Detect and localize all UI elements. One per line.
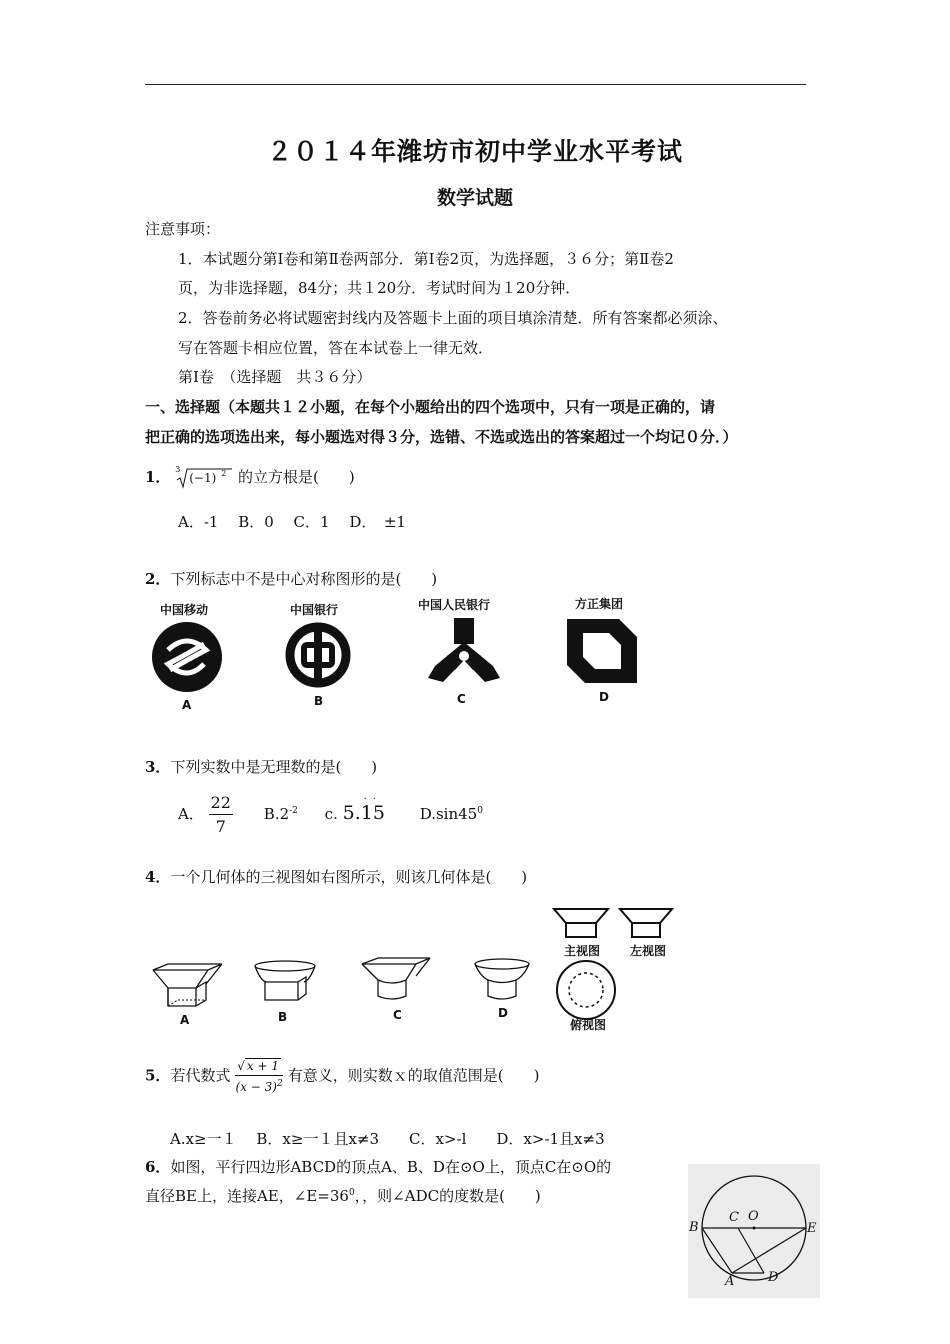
q6-degree-exp: 0 — [348, 1188, 355, 1198]
peoples-bank-logo-icon — [425, 616, 503, 688]
q1-text: 的立方根是( ) — [238, 468, 355, 486]
question-4 — [145, 866, 527, 887]
front-view-icon — [552, 907, 610, 939]
solid-a-figure-icon — [150, 962, 226, 1010]
page-subtitle: 数学试题 — [436, 187, 513, 209]
point-c-label: C — [729, 1210, 739, 1225]
logo-b-letter: B — [314, 694, 324, 708]
header-rule — [145, 84, 806, 85]
q6-text-2b: ，，则∠ADC的度数是( ) — [354, 1187, 541, 1205]
q5-denominator — [235, 1076, 283, 1093]
left-view-icon — [618, 907, 674, 939]
question-6-line-2 — [145, 1185, 541, 1206]
q5-numerator — [235, 1060, 283, 1076]
logo-c-letter: C — [457, 692, 466, 706]
point-e-label: E — [807, 1221, 817, 1236]
q3-option-b-exp: -2 — [289, 806, 298, 816]
top-view-label: 俯视图 — [570, 1018, 607, 1032]
q2-text: 下列标志中不是中心对称图形的是( ) — [170, 570, 438, 588]
founder-group-logo-icon — [563, 615, 641, 687]
page-title: ２０１４年潍坊市初中学业水平考试 — [266, 137, 683, 166]
note-2-line-1: 2．答卷前务必将试题密封线内及答题卡上面的项目填涂清楚．所有答案都必须涂、 — [178, 309, 728, 327]
q1-number: 1． — [145, 468, 171, 486]
front-view-label: 主视图 — [564, 944, 601, 958]
question-5 — [145, 1060, 539, 1093]
repeating-dots-icon: ·· — [363, 794, 382, 805]
q3-fraction-numerator: 22 — [209, 795, 233, 815]
q6-figure — [688, 1164, 820, 1298]
radical-sign-icon: √ — [237, 1059, 245, 1073]
section-instruction-2: 把正确的选项选出来，每小题选对得３分，选错、不选或选出的答案超过一个均记０分．） — [145, 428, 738, 446]
question-6-line-1 — [145, 1156, 611, 1177]
q3-text: 下列实数中是无理数的是( ) — [170, 758, 378, 776]
q3-option-c-number: 5.15 — [342, 802, 385, 824]
point-o-label: O — [748, 1209, 759, 1224]
q1-options: A．-1 B．0 C．1 D． ±1 — [178, 513, 406, 531]
q5-text-2: 有意义，则实数ｘ的取值范围是( ) — [287, 1066, 540, 1085]
notes-heading: 注意事项： — [145, 220, 221, 238]
note-1-line-1: 1．本试题分第Ⅰ卷和第Ⅱ卷两部分．第Ⅰ卷2页，为选择题，３６分；第Ⅱ卷2 — [178, 250, 674, 268]
solid-c-figure-icon — [358, 956, 434, 1004]
point-b-label: B — [689, 1220, 699, 1235]
q3-option-a-label: A． — [178, 805, 204, 823]
solid-a-label: A — [180, 1013, 190, 1027]
solid-d-label: D — [498, 1006, 508, 1020]
q5-radicand: x + 1 — [246, 1059, 279, 1073]
q4-number: 4． — [145, 868, 171, 886]
bank-of-china-logo-icon — [283, 620, 353, 690]
solid-d-figure-icon — [472, 958, 532, 1004]
top-view-icon — [554, 958, 618, 1022]
logo-a-name: 中国移动 — [160, 603, 209, 617]
q2-number: 2． — [145, 570, 171, 588]
question-2 — [145, 568, 437, 589]
logo-b-name: 中国银行 — [290, 603, 339, 617]
solid-b-figure-icon — [252, 960, 318, 1008]
q3-fraction-denominator: 7 — [215, 817, 226, 836]
logo-d-name: 方正集团 — [575, 597, 624, 611]
q5-fraction — [235, 1060, 283, 1093]
q1-radical-index: 3 — [175, 465, 181, 474]
circle-parallelogram-figure-icon — [688, 1164, 820, 1298]
q3-number: 3． — [145, 758, 171, 776]
q6-text-1: 如图，平行四边形ABCD的顶点A、B、D在⊙O上，顶点C在⊙O的 — [170, 1158, 612, 1176]
q3-option-c-value — [342, 794, 385, 824]
q3-option-d-exp: 0 — [477, 806, 483, 816]
point-d-label: D — [768, 1270, 779, 1285]
left-view-label: 左视图 — [630, 944, 667, 958]
q3-option-a-fraction — [209, 795, 233, 835]
q1-radical — [175, 467, 233, 489]
q5-denominator-exp: 2 — [276, 1079, 283, 1089]
q4-text: 一个几何体的三视图如右图所示，则该几何体是( ) — [170, 868, 528, 886]
q1-radicand: (−1) — [189, 471, 217, 485]
question-1 — [145, 466, 355, 489]
q5-number: 5． — [145, 1066, 171, 1085]
q3-option-b-base: 2 — [279, 805, 290, 823]
note-1-line-2: 页，为非选择题，84分；共１20分．考试时间为１20分钟． — [178, 279, 581, 297]
solid-b-label: B — [278, 1010, 288, 1024]
logo-a-letter: A — [182, 698, 192, 712]
logo-d-letter: D — [599, 690, 609, 704]
china-mobile-logo-icon — [150, 620, 226, 694]
q3-option-d-label: D.sin45 — [419, 805, 478, 823]
q3-option-c-label: c. — [324, 805, 338, 823]
logo-c-name: 中国人民银行 — [418, 598, 491, 612]
q5-options: A.x≥一１ B．x≥一１且x≠3 C．x>-l D．x>-1且x≠3 — [170, 1130, 605, 1148]
solid-c-label: C — [393, 1008, 402, 1022]
q5-text-1: 若代数式 — [170, 1066, 231, 1085]
q3-option-b-label: B. — [263, 805, 280, 823]
q3-options — [178, 795, 483, 835]
q6-text-2a: 直径BE上，连接AE，∠E=36 — [145, 1187, 349, 1205]
q1-exponent: 2 — [221, 469, 227, 478]
volume-heading: 第Ⅰ卷 （选择题 共３６分） — [178, 368, 372, 386]
q5-denominator-text: (x − 3) — [235, 1080, 277, 1094]
note-2-line-2: 写在答题卡相应位置，答在本试卷上一律无效． — [178, 339, 494, 357]
point-a-label: A — [725, 1274, 735, 1289]
section-instruction-1: 一、选择题（本题共１２小题，在每个小题给出的四个选项中，只有一项是正确的，请 — [145, 398, 716, 416]
question-3 — [145, 756, 377, 777]
q6-number: 6． — [145, 1158, 171, 1176]
